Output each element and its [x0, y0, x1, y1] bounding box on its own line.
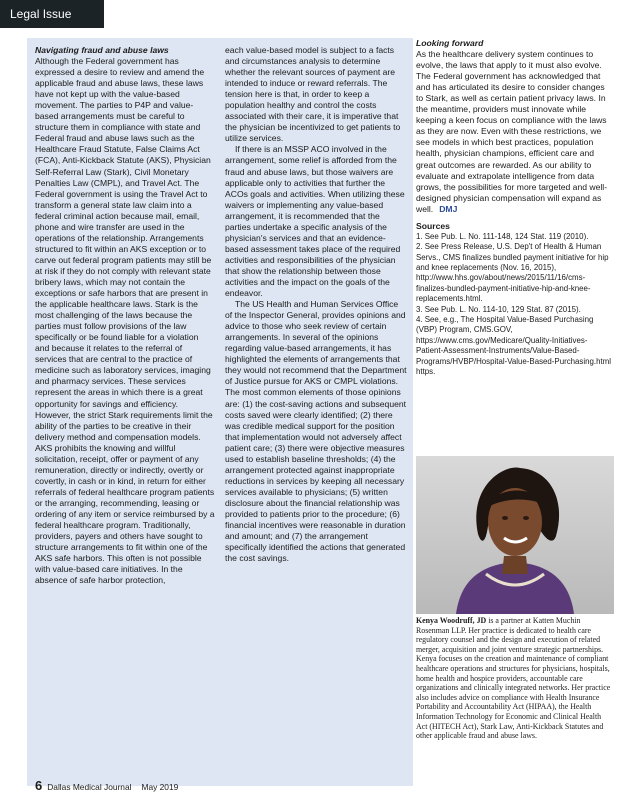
article-column-3 — [416, 38, 614, 377]
signoff-mark: DMJ — [439, 203, 458, 214]
body-paragraph: Although the Federal government has expressed a desire to review and amend the applicable fraud and abuse laws, these laws have not kept up with the value-based movement. The parties to P4P and value-based arrangements must be careful to structure them in compliance with state and Federal fraud and abuse laws such as the Healthcare Fraud Statute, False Claims Act (FCA), Anti-Kickback Statute (AKS), Physician Self-Referral Law (Stark), Civil Monetary Penalties Law (CMPL), and Travel Act. The Federal government is using the Travel Act to transform a general state law claim into a federal criminal action because mail, email, phone and wire transfer are used in the operations of the relationship. Arrangements structured to fit within an AKS exception or to carve out federal program patients may still be at risk if they do not comply with relevant state bribery laws, which may not contain the exceptions or safe harbors that are present in the applicable healthcare laws. Stark is the most challenging of the laws because the parties must follow provisions of the law specifically or be found liable for a violation and because it relates to the referral of services that are central to the practice of medicine such as laboratory services, imaging and pharmacy services. These services represent the areas in which there is a great opportunity for savings and efficiency. However, the strict Stark requirements limit the ability of the parties to be creative in their delivery method and compensation models. AKS prohibits the knowing and willful solicitation, receipt, offer or payment of any remuneration, directly or indirectly, overtly or covertly, in cash or in kind, in return for either referrals of federal healthcare program patients or the arranging, recommending, leasing or ordering of any item or service reimbursed by a federal healthcare program. Traditionally, providers, payers and others have sought to structure arrangements to fit within one of the AKS safe harbors. This often is not possible with value-based care initiatives. In the absence of safe harbor protection, — [35, 56, 215, 586]
publication-name: Dallas Medical Journal — [47, 782, 132, 792]
issue-date: May 2019 — [141, 782, 179, 792]
section-label: Legal Issue — [10, 7, 72, 21]
sources-heading: Sources — [416, 220, 450, 231]
body-text: As the healthcare delivery system continues to evolve, the laws that apply to it must also evolve. The Federal government has acknowledged that and has articulated its desire to consider changes to Stark, as well as certain patient privacy laws. In the meantime, providers must innovate while keeping a keen focus on compliance with the laws as they are now. Even with these restrictions, we see models in which best practices, population health, physician champions, efficient care and great outcomes are rewarded. As our ability to evaluate and extrapolate intelligence from data grows, the possibilities for more targeted and well-designed physician compensation will expand as well. — [416, 49, 608, 214]
section-heading-fraud-abuse: Navigating fraud and abuse laws — [35, 45, 169, 55]
article-column-2 — [225, 45, 407, 564]
author-name: Kenya Woodruff, JD — [416, 616, 487, 625]
section-heading-looking-forward: Looking forward — [416, 38, 484, 48]
page-footer — [35, 778, 178, 793]
source-item: 1. See Pub. L. No. 111-148, 124 Stat. 119 (2010). — [416, 231, 589, 241]
sources-list — [416, 232, 614, 378]
author-bio — [416, 616, 614, 741]
author-portrait-illustration — [416, 456, 614, 614]
author-photo — [416, 456, 614, 614]
source-item: 4. See, e.g., The Hospital Value-Based Purchasing (VBP) Program, CMS.GOV, https://www.cms.gov/Medicare/Quality-Initiatives-Patient-Assessment-Instruments/Value-Based-Programs/HVBP/Hospital-Value-Based-Purchasing.html https. — [416, 315, 612, 377]
body-paragraph: each value-based model is subject to a facts and circumstances analysis to determine whether the relevant sources of payment are intended to induce or reward referrals. The tension here is that, in order to keep a population healthy and control the costs associated with their care, it is imperative that the physician be incentivized to get patients to utilize services. — [225, 45, 401, 144]
author-bio-text: is a partner at Katten Muchin Rosenman LLP. Her practice is dedicated to health care regulatory counsel and the design and execution of related merger, acquisition and joint venture strategic partnerships. Kenya focuses on the creation and maintenance of compliant healthcare operations and structures for physicians, hospitals, home health and hospice providers, accountable care organizations and clinically integrated networks. Her practice also includes advice on compliance with Health Insurance Portability and Accountability Act (HIPAA), the Health Information Technology for Economic and Clinical Health Act (HITECH Act), Stark Law, Anti-Kickback Statutes and other applicable fraud and abuse laws. — [416, 616, 611, 741]
section-tab — [0, 0, 104, 28]
body-paragraph — [416, 49, 614, 215]
article-column-1 — [35, 45, 215, 586]
body-paragraph: If there is an MSSP ACO involved in the arrangement, some relief is afforded from the fraud and abuse laws, but those waivers are applicable only to activities that further the ACOs goals and activities. When utilizing these waivers or implementing any value-based arrangement, it is recommended that the parties undertake a specific analysis of the physician's services and that an evidence-based assessment takes place of the required activities and responsibilities of the physician that show the relationship between those activities and the impact on the goals of the endeavor. — [225, 144, 405, 299]
source-item: 3. See Pub. L. No. 114-10, 129 Stat. 87 (2015). — [416, 304, 581, 314]
body-paragraph: The US Health and Human Services Office of the Inspector General, provides opinions and advice to those who seek review of certain arrangements. In several of the opinions regarding value-based arrangements, it has highlighted the elements of arrangements that they would not recommend that the Department of Justice pursue for AKS or CMPL violations. The most common elements of those opinions are: (1) the cost-saving actions and subsequent costs saved were clearly identified; (2) there was credible medical support for the position that implementation would not adversely affect patient care; (3) there were objective measures used to establish baseline thresholds; (4) the arrangement protected against inappropriate reductions in services by keeping all necessary services available to physicians; (5) written disclosure about the financial relationship was provided to patients prior to the procedure; (6) financial incentives were reasonable in duration and amount; and (7) the arrangement specifically identified the actions that generated the cost savings. — [225, 299, 407, 564]
source-item: 2. See Press Release, U.S. Dep't of Health & Human Servs., CMS finalizes bundled payment initiative for hip and knee replacements (Nov. 16, 2015), http://www.hhs.gov/about/news/2015/11/16/cms-finalizes-bundled-payment-initiative-hip-and-knee-replacements.html. — [416, 242, 609, 304]
page-number: 6 — [35, 778, 43, 793]
